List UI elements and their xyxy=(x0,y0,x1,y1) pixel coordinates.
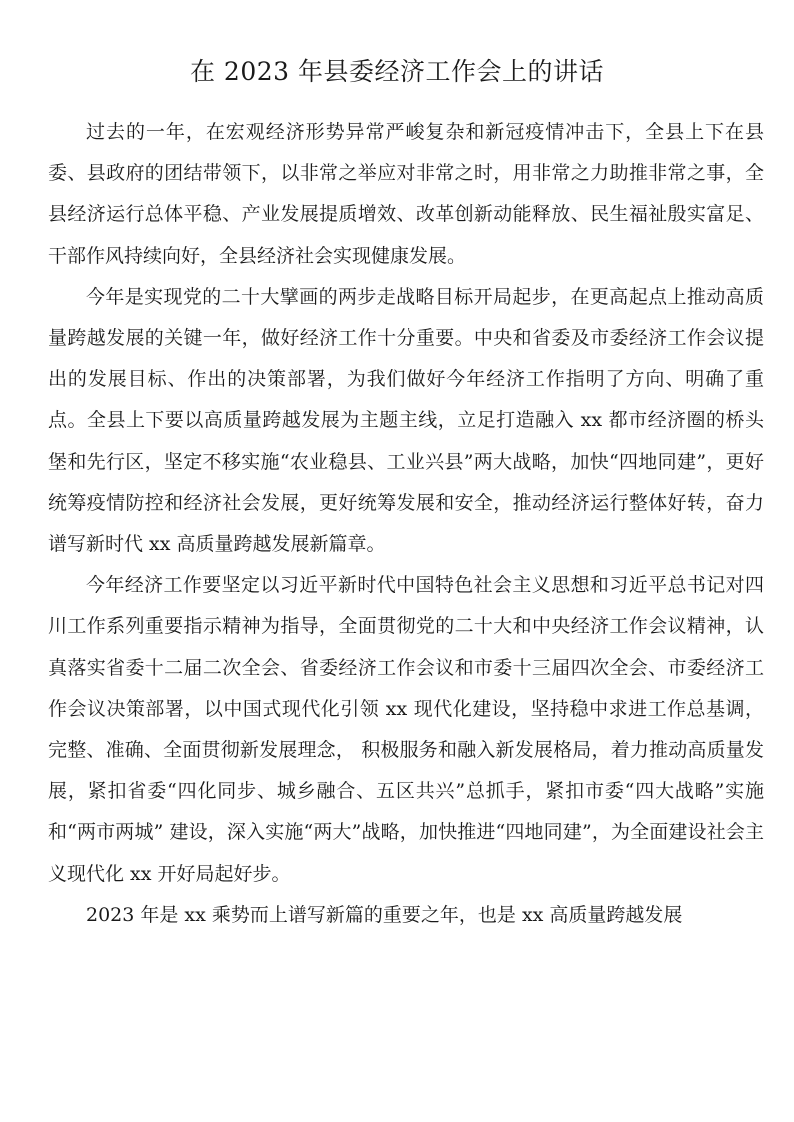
document-body xyxy=(48,112,764,936)
paragraph-2: 今年是实现党的二十大擘画的两步走战略目标开局起步，在更高起点上推动高质量跨越发展的关键一年，做好经济工作十分重要。中央和省委及市委经济工作会议提出的发展目标、作出的决策部署，为我们做好今年经济工作指明了方向、明确了重点。全县上下要以高质量跨越发展为主题主线，立足打造融入 xx 都市经济圈的桥头堡和先行区，坚定不移实施“农业稳县、工业兴县”两大战略，加快“四地同建”，更好统筹疫情防控和经济社会发展，更好统筹发展和安全，推动经济运行整体好转，奋力谱写新时代 xx 高质量跨越发展新篇章。 xyxy=(48,285,764,556)
paragraph-1: 过去的一年，在宏观经济形势异常严峻复杂和新冠疫情冲击下，全县上下在县委、县政府的团结带领下，以非常之举应对非常之时，用非常之力助推非常之事，全县经济运行总体平稳、产业发展提质增效、改革创新动能释放、民生福祉殷实富足、干部作风持续向好，全县经济社会实现健康发展。 xyxy=(48,121,764,267)
document-title: 在 2023 年县委经济工作会上的讲话 xyxy=(189,57,605,86)
paragraph-4: 2023 年是 xx 乘势而上谱写新篇的重要之年，也是 xx 高质量跨越发展 xyxy=(86,903,683,926)
paragraph-3: 今年经济工作要坚定以习近平新时代中国特色社会主义思想和习近平总书记对四川工作系列重要指示精神为指导，全面贯彻党的二十大和中央经济工作会议精神，认真落实省委十二届二次全会、省委经济工作会议和市委十三届四次全会、市委经济工作会议决策部署，以中国式现代化引领 xx 现代化建设，坚持稳中求进工作总基调，完整、准确、全面贯彻新发展理念， 积极服务和融入新发展格局，着力推动高质量发展，紧扣省委“四化同步、城乡融合、五区共兴”总抓手，紧扣市委“四大战略”实施和“两市两城” 建设，深入实施“两大”战略，加快推进“四地同建”，为全面建设社会主义现代化 xx 开好局起好步。 xyxy=(48,574,764,885)
